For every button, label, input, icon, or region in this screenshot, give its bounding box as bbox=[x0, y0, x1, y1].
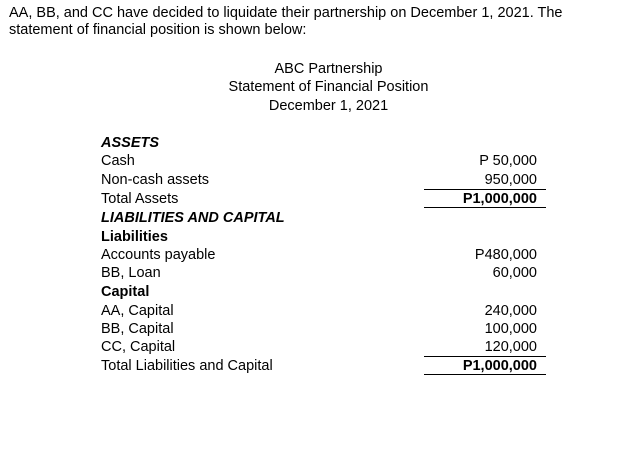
line-item-amount: P480,000 bbox=[474, 247, 537, 263]
total-assets-label: Total Assets bbox=[101, 191, 179, 207]
statement-company: ABC Partnership bbox=[274, 61, 383, 77]
total-underline bbox=[424, 207, 546, 208]
line-item-amount: P 50,000 bbox=[479, 153, 537, 169]
liabilities-capital-heading: LIABILITIES AND CAPITAL bbox=[101, 210, 285, 226]
statement-title: Statement of Financial Position bbox=[228, 79, 429, 95]
line-item-label: BB, Capital bbox=[101, 321, 174, 337]
line-item-label: Non-cash assets bbox=[101, 172, 209, 188]
intro-line-2: statement of financial position is shown below: bbox=[9, 22, 307, 38]
line-item-amount: 60,000 bbox=[492, 265, 537, 281]
line-item-label: Accounts payable bbox=[101, 247, 216, 263]
statement-date: December 1, 2021 bbox=[268, 98, 389, 114]
line-item-label: AA, Capital bbox=[101, 303, 174, 319]
line-item-amount: 240,000 bbox=[484, 303, 537, 319]
total-assets-amount: P1,000,000 bbox=[462, 191, 537, 207]
line-item-label: CC, Capital bbox=[101, 339, 176, 355]
line-item-amount: 100,000 bbox=[484, 321, 537, 337]
liabilities-heading: Liabilities bbox=[101, 229, 168, 245]
intro-line-1: AA, BB, and CC have decided to liquidate their partnership on December 1, 2021. The bbox=[9, 5, 563, 21]
total-underline bbox=[424, 374, 546, 375]
intro-paragraph bbox=[9, 5, 634, 39]
line-item-label: Cash bbox=[101, 153, 135, 169]
capital-heading: Capital bbox=[101, 284, 150, 300]
line-item-amount: 950,000 bbox=[484, 172, 537, 188]
assets-heading: ASSETS bbox=[101, 135, 160, 151]
line-item-label: BB, Loan bbox=[101, 265, 161, 281]
total-liabilities-capital-label: Total Liabilities and Capital bbox=[101, 358, 273, 374]
line-item-amount: 120,000 bbox=[484, 339, 537, 355]
total-liabilities-capital-amount: P1,000,000 bbox=[462, 358, 537, 374]
